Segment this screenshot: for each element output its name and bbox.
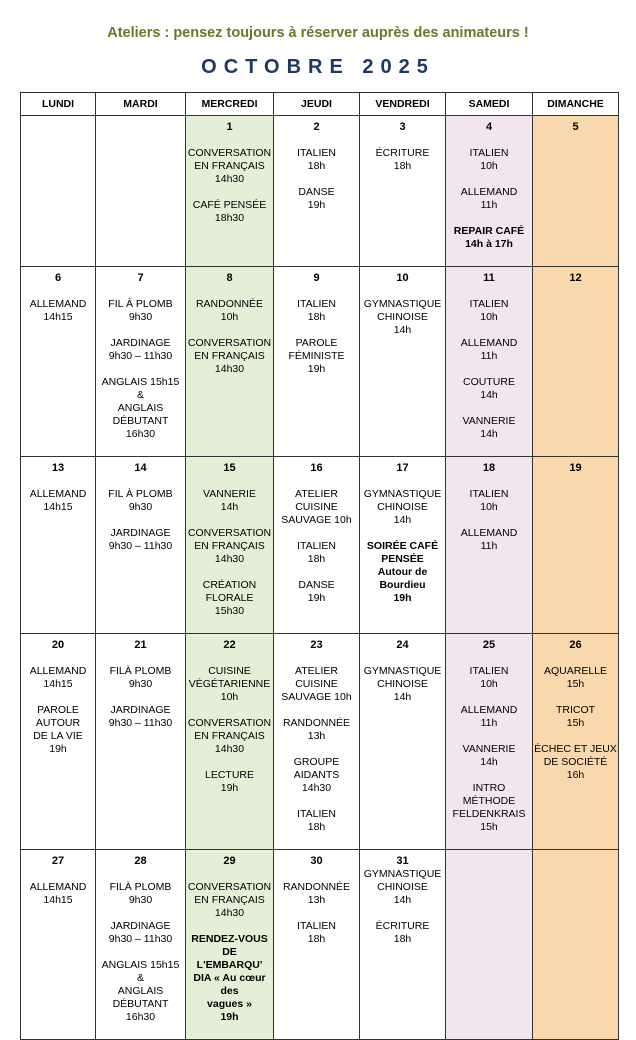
day-number: 22: [223, 639, 236, 651]
event: FIL À PLOMB 9h30: [108, 298, 173, 323]
day-number: 28: [134, 855, 147, 867]
event: GYMNASTIQUE CHINOISE 14h: [363, 298, 442, 336]
event: ÉCRITURE 18h: [375, 920, 430, 945]
event: ALLEMAND 14h15: [29, 665, 87, 690]
day-cell-16: [274, 457, 360, 634]
event: DANSE 19h: [298, 186, 335, 211]
day-cell-29: [186, 850, 274, 1040]
event: ITALIEN 10h: [469, 147, 509, 172]
day-number: 21: [134, 639, 147, 651]
day-number: 17: [396, 462, 409, 474]
day-cell-empty: [96, 116, 186, 267]
event: ATELIER CUISINE SAUVAGE 10h: [281, 488, 352, 526]
day-number: 18: [482, 462, 496, 474]
event: COUTURE 14h: [463, 376, 515, 401]
day-number: 2: [313, 121, 320, 133]
event: ITALIEN 10h: [469, 488, 509, 513]
event: JARDINAGE 9h30 – 11h30: [108, 337, 173, 362]
event: ÉCHEC ET JEUX DE SOCIÉTÉ 16h: [534, 743, 617, 781]
event: FILÀ PLOMB 9h30: [109, 881, 172, 906]
weekday-header-mardi: MARDI: [96, 93, 186, 116]
event: AQUARELLE 15h: [543, 665, 608, 690]
event: ALLEMAND 11h: [460, 527, 518, 552]
weekday-header-row: [21, 93, 619, 116]
event: CONVERSATION EN FRANÇAIS 14h30: [187, 527, 272, 565]
event: ITALIEN 18h: [297, 298, 336, 323]
day-number: 23: [310, 639, 323, 651]
day-number: 9: [313, 272, 320, 284]
event: CONVERSATION EN FRANÇAIS 14h30: [187, 147, 272, 185]
day-cell-9: [274, 267, 360, 457]
weekday-header-dimanche: DIMANCHE: [533, 93, 619, 116]
day-number: 30: [310, 855, 323, 867]
event: ANGLAIS 15h15 & ANGLAIS DÉBUTANT 16h30: [101, 959, 180, 1023]
day-cell-20: [21, 634, 96, 850]
event: ITALIEN 18h: [297, 808, 336, 833]
event: CONVERSATION EN FRANÇAIS 14h30: [187, 337, 272, 375]
event: PAROLE AUTOUR DE LA VIE 19h: [33, 704, 83, 755]
month-title: OCTOBRE 2025: [201, 56, 435, 78]
event: ATELIER CUISINE SAUVAGE 10h: [281, 665, 352, 703]
day-number: 31: [396, 855, 409, 867]
event: GYMNASTIQUE CHINOISE 14h: [363, 868, 442, 906]
day-cell-17: [360, 457, 446, 634]
event: FIL À PLOMB 9h30: [108, 488, 173, 513]
event: ITALIEN 18h: [297, 920, 336, 945]
banner-title: Ateliers : pensez toujours à réserver auprès des animateurs !: [107, 25, 529, 41]
week-row-3: [21, 457, 619, 634]
day-cell-23: [274, 634, 360, 850]
day-number: 4: [485, 121, 493, 133]
week-row-4: [21, 634, 619, 850]
day-number: 6: [54, 272, 62, 284]
day-cell-19: [533, 457, 619, 634]
day-cell-5: [533, 116, 619, 267]
calendar-page: [0, 25, 636, 1040]
event: GYMNASTIQUE CHINOISE 14h: [363, 488, 442, 526]
event: REPAIR CAFÉ 14h à 17h: [453, 225, 525, 250]
event: CUISINE VÉGÉTARIENNE 10h: [188, 665, 271, 703]
event: FILÀ PLOMB 9h30: [109, 665, 172, 690]
day-number: 5: [572, 121, 579, 133]
weekday-header-vendredi: VENDREDI: [360, 93, 446, 116]
day-number: 24: [396, 639, 409, 651]
event: ALLEMAND 11h: [460, 337, 518, 362]
day-cell-empty: [533, 850, 619, 1040]
day-cell-6: [21, 267, 96, 457]
event: RANDONNÉE 10h: [195, 298, 264, 323]
event: JARDINAGE 9h30 – 11h30: [108, 704, 173, 729]
event: ALLEMAND 11h: [460, 186, 518, 211]
day-number: 13: [51, 462, 65, 474]
weekday-header-jeudi: JEUDI: [274, 93, 360, 116]
day-cell-1: [186, 116, 274, 267]
event: LECTURE 19h: [204, 769, 254, 794]
event: CRÉATION FLORALE 15h30: [202, 579, 257, 617]
weekday-header-lundi: LUNDI: [21, 93, 96, 116]
event: RENDEZ-VOUS DE L'EMBARQU' DIA « Au cœur des vagues » 19h: [191, 933, 268, 1023]
event: VANNERIE 14h: [462, 415, 516, 440]
event: RANDONNÉE 13h: [282, 717, 351, 742]
day-number: 3: [399, 121, 406, 133]
day-cell-18: [446, 457, 533, 634]
event: TRICOT 15h: [555, 704, 596, 729]
day-number: 15: [223, 462, 236, 474]
day-cell-10: [360, 267, 446, 457]
day-number: 27: [51, 855, 65, 867]
day-cell-24: [360, 634, 446, 850]
day-cell-empty: [21, 116, 96, 267]
event: VANNERIE 14h: [203, 488, 256, 513]
day-number: 20: [51, 639, 65, 651]
day-cell-27: [21, 850, 96, 1040]
day-cell-8: [186, 267, 274, 457]
event: GYMNASTIQUE CHINOISE 14h: [363, 665, 442, 703]
day-cell-15: [186, 457, 274, 634]
day-cell-empty: [446, 850, 533, 1040]
day-number: 19: [569, 462, 582, 474]
day-cell-4: [446, 116, 533, 267]
day-number: 12: [569, 272, 582, 284]
calendar-table: [20, 92, 619, 1040]
day-cell-30: [274, 850, 360, 1040]
event: ALLEMAND 14h15: [29, 881, 87, 906]
day-cell-7: [96, 267, 186, 457]
day-number: 16: [310, 462, 323, 474]
event: ITALIEN 10h: [469, 298, 509, 323]
event: ALLEMAND 11h: [460, 704, 518, 729]
event: ÉCRITURE 18h: [375, 147, 430, 172]
day-cell-3: [360, 116, 446, 267]
event: PAROLE FÉMINISTE 19h: [288, 337, 345, 375]
day-cell-21: [96, 634, 186, 850]
event: ALLEMAND 14h15: [29, 488, 87, 513]
day-number: 7: [137, 272, 144, 284]
event: ANGLAIS 15h15 & ANGLAIS DÉBUTANT 16h30: [101, 376, 180, 440]
day-number: 1: [226, 121, 233, 133]
day-number: 14: [134, 462, 147, 474]
day-number: 29: [223, 855, 236, 867]
day-number: 25: [482, 639, 496, 651]
event: ALLEMAND 14h15: [29, 298, 87, 323]
weekday-header-samedi: SAMEDI: [446, 93, 533, 116]
event: ITALIEN 18h: [297, 540, 336, 565]
day-number: 8: [226, 272, 233, 284]
event: DANSE 19h: [298, 579, 335, 604]
day-number: 10: [396, 272, 409, 284]
day-cell-25: [446, 634, 533, 850]
event: RANDONNÉE 13h: [282, 881, 351, 906]
event: VANNERIE 14h: [462, 743, 516, 768]
day-number: 26: [569, 639, 582, 651]
weekday-header-mercredi: MERCREDI: [186, 93, 274, 116]
event: JARDINAGE 9h30 – 11h30: [108, 920, 173, 945]
calendar-body: [21, 116, 619, 1040]
week-row-2: [21, 267, 619, 457]
event: ITALIEN 18h: [297, 147, 336, 172]
day-cell-2: [274, 116, 360, 267]
week-row-1: [21, 116, 619, 267]
event: JARDINAGE 9h30 – 11h30: [108, 527, 173, 552]
week-row-5: [21, 850, 619, 1040]
event: ITALIEN 10h: [469, 665, 509, 690]
day-cell-28: [96, 850, 186, 1040]
day-number: 11: [483, 272, 495, 284]
day-cell-12: [533, 267, 619, 457]
day-cell-13: [21, 457, 96, 634]
day-cell-26: [533, 634, 619, 850]
event: SOIRÉE CAFÉ PENSÉE Autour de Bourdieu 19h: [366, 540, 439, 604]
day-cell-22: [186, 634, 274, 850]
day-cell-14: [96, 457, 186, 634]
day-cell-31: [360, 850, 446, 1040]
event: CAFÉ PENSÉE 18h30: [192, 199, 267, 224]
event: GROUPE AIDANTS 14h30: [293, 756, 340, 794]
event: INTRO MÉTHODE FELDENKRAIS 15h: [452, 782, 526, 833]
event: CONVERSATION EN FRANÇAIS 14h30: [187, 881, 272, 919]
day-cell-11: [446, 267, 533, 457]
event: CONVERSATION EN FRANÇAIS 14h30: [187, 717, 272, 755]
